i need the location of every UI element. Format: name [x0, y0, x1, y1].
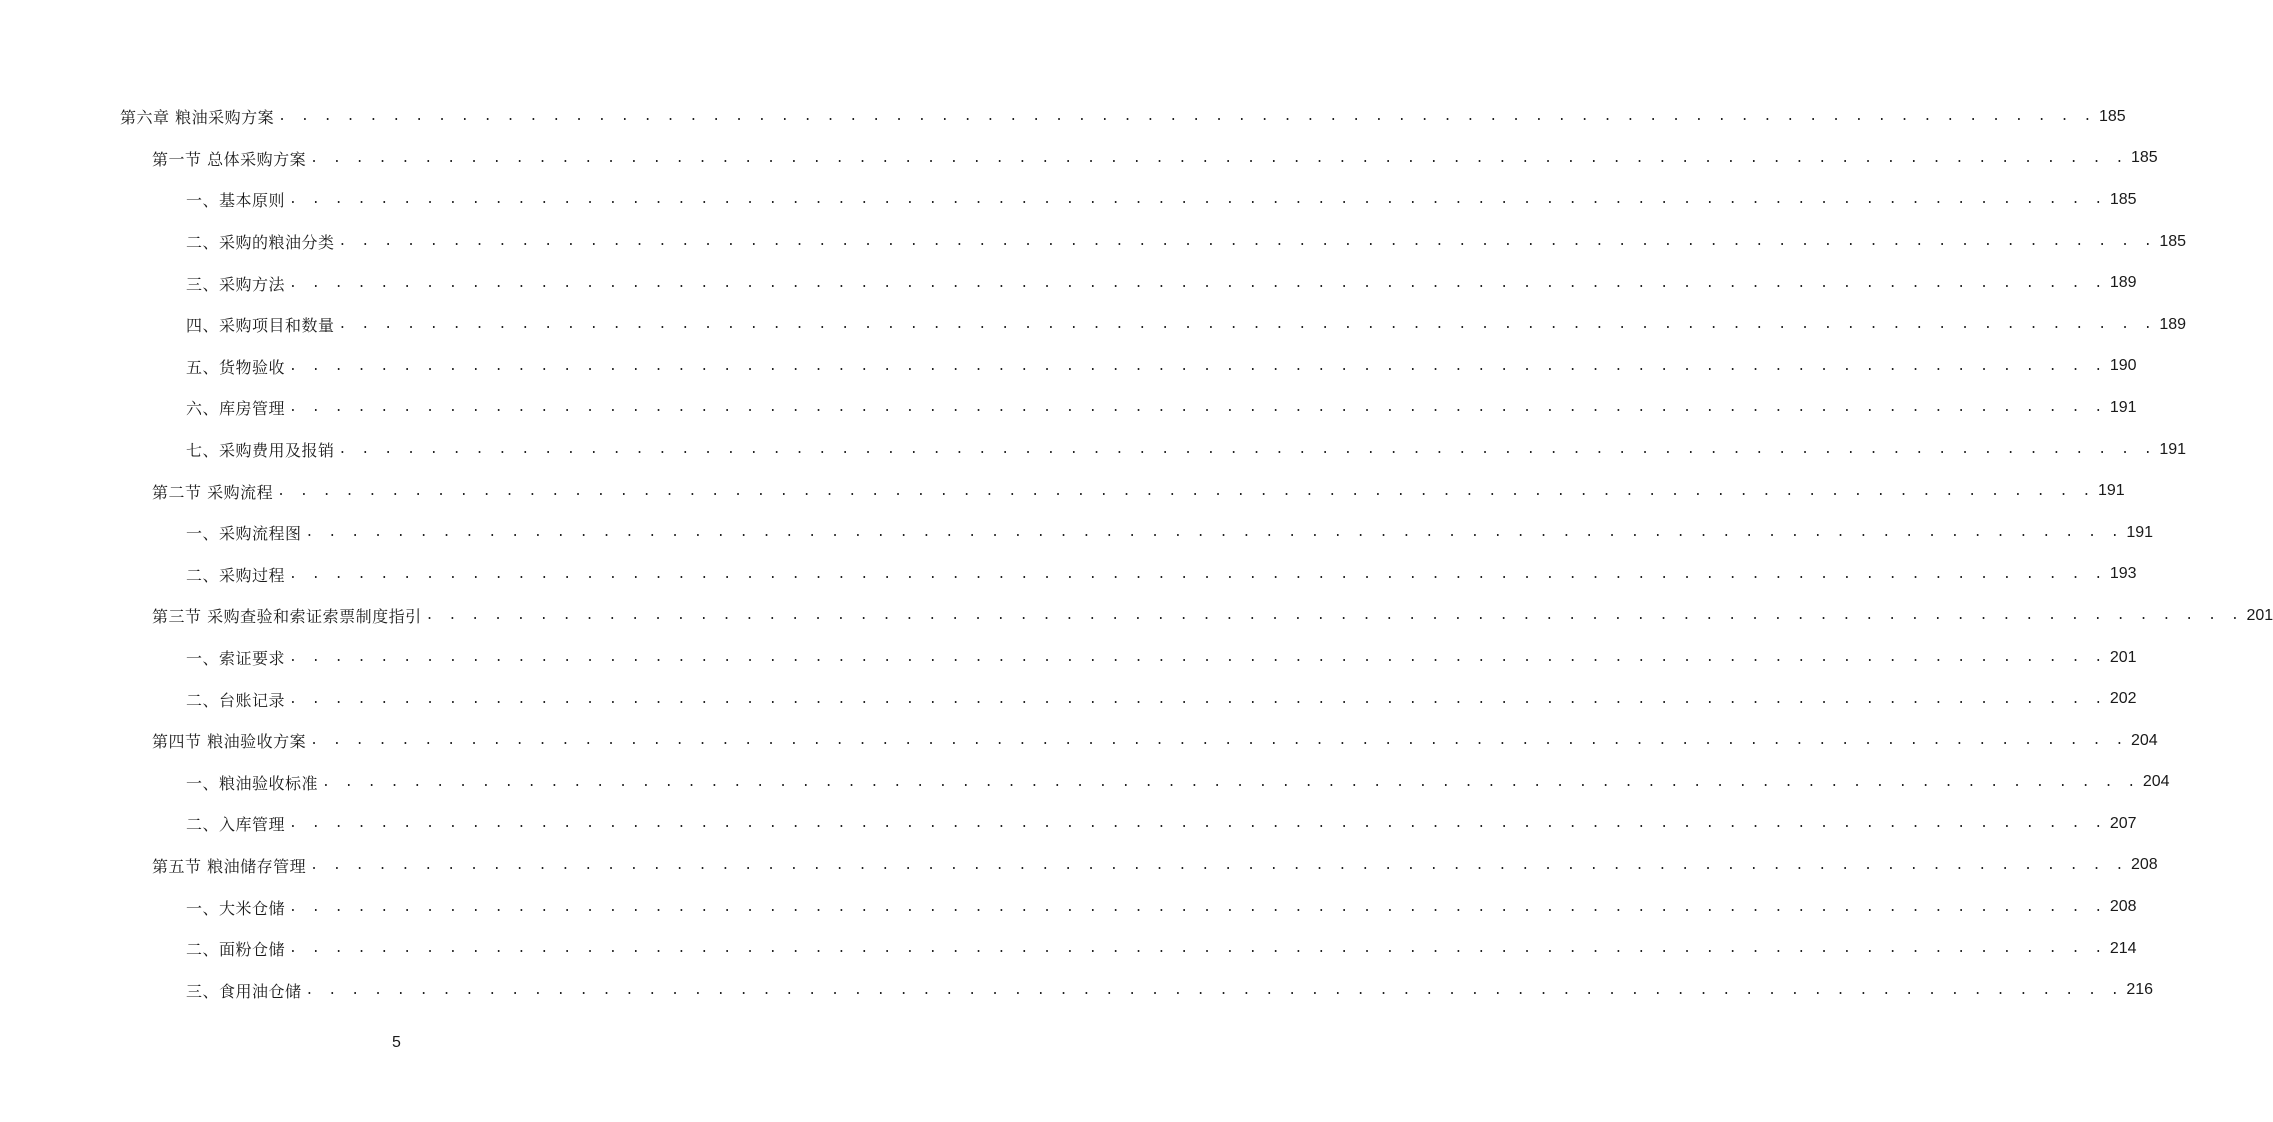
toc-dot-leader: . . . . . . . . . . . . . . . . . . . . . . . . . . . . . . . . . . . . . . . . . . . . . . . . . . . . . . . . . . . . . . . . . . . . . . . . . . . . . . . .: [338, 442, 2156, 458]
toc-dot-leader: . . . . . . . . . . . . . . . . . . . . . . . . . . . . . . . . . . . . . . . . . . . . . . . . . . . . . . . . . . . . . . . . . . . . . . . . . . . . . . . .: [310, 857, 2127, 873]
toc-entry-title: 第六章 粮油采购方案: [120, 105, 278, 128]
toc-dot-leader: . . . . . . . . . . . . . . . . . . . . . . . . . . . . . . . . . . . . . . . . . . . . . . . . . . . . . . . . . . . . . . . . . . . . . . . . . . . . . . . .: [322, 774, 2139, 790]
toc-entry[interactable]: [0, 720, 2158, 762]
toc-dot-leader: . . . . . . . . . . . . . . . . . . . . . . . . . . . . . . . . . . . . . . . . . . . . . . . . . . . . . . . . . . . . . . . . . . . . . . . . . . . . . . . .: [289, 816, 2106, 832]
toc-dot-leader: . . . . . . . . . . . . . . . . . . . . . . . . . . . . . . . . . . . . . . . . . . . . . . . . . . . . . . . . . . . . . . . . . . . . . . . . . . . . . . . .: [289, 275, 2106, 291]
toc-entry-title: 二、采购过程: [186, 563, 289, 586]
toc-entry-page: 216: [2126, 981, 2154, 999]
toc-entry-page: 190: [2109, 357, 2137, 375]
toc-dot-leader: . . . . . . . . . . . . . . . . . . . . . . . . . . . . . . . . . . . . . . . . . . . . . . . . . . . . . . . . . . . . . . . . . . . . . . . . . . . . . . . .: [305, 525, 2123, 541]
toc-entry-title: 一、采购流程图: [186, 521, 306, 544]
toc-entry-title: 第三节 采购查验和索证索票制度指引: [152, 604, 426, 627]
toc-entry-page: 189: [2109, 274, 2137, 292]
toc-dot-leader: . . . . . . . . . . . . . . . . . . . . . . . . . . . . . . . . . . . . . . . . . . . . . . . . . . . . . . . . . . . . . . . . . . . . . . . . . . . . . . . .: [425, 608, 2243, 624]
toc-dot-leader: . . . . . . . . . . . . . . . . . . . . . . . . . . . . . . . . . . . . . . . . . . . . . . . . . . . . . . . . . . . . . . . . . . . . . . . . . . . . . . . .: [310, 150, 2127, 166]
toc-entry-title: 四、采购项目和数量: [186, 313, 339, 336]
toc-entry-title: 二、采购的粮油分类: [186, 230, 339, 253]
toc-entry-title: 六、库房管理: [186, 396, 289, 419]
toc-entry[interactable]: [0, 637, 2137, 679]
toc-entry-page: 214: [2109, 939, 2137, 957]
toc-entry[interactable]: [0, 512, 2154, 554]
toc-entry[interactable]: [0, 96, 2126, 138]
page-number: 5: [392, 1034, 401, 1051]
toc-dot-leader: . . . . . . . . . . . . . . . . . . . . . . . . . . . . . . . . . . . . . . . . . . . . . . . . . . . . . . . . . . . . . . . . . . . . . . . . . . . . . . . .: [289, 650, 2106, 666]
toc-entry-page: 202: [2109, 690, 2137, 708]
toc-entry-title: 二、入库管理: [186, 812, 289, 835]
toc-dot-leader: . . . . . . . . . . . . . . . . . . . . . . . . . . . . . . . . . . . . . . . . . . . . . . . . . . . . . . . . . . . . . . . . . . . . . . . . . . . . . . . .: [289, 358, 2106, 374]
toc-entry-page: 201: [2246, 606, 2273, 624]
toc-dot-leader: . . . . . . . . . . . . . . . . . . . . . . . . . . . . . . . . . . . . . . . . . . . . . . . . . . . . . . . . . . . . . . . . . . . . . . . . . . . . . . . .: [289, 400, 2106, 416]
toc-entry-title: 二、台账记录: [186, 688, 289, 711]
toc-dot-leader: . . . . . . . . . . . . . . . . . . . . . . . . . . . . . . . . . . . . . . . . . . . . . . . . . . . . . . . . . . . . . . . . . . . . . . . . . . . . . . . .: [289, 566, 2106, 582]
toc-entry-page: 191: [2126, 523, 2154, 541]
toc-entry-page: 201: [2109, 648, 2137, 666]
toc-entry-page: 193: [2109, 565, 2137, 583]
toc-dot-leader: . . . . . . . . . . . . . . . . . . . . . . . . . . . . . . . . . . . . . . . . . . . . . . . . . . . . . . . . . . . . . . . . . . . . . . . . . . . . . . . .: [305, 982, 2123, 998]
toc-dot-leader: . . . . . . . . . . . . . . . . . . . . . . . . . . . . . . . . . . . . . . . . . . . . . . . . . . . . . . . . . . . . . . . . . . . . . . . . . . . . . . . .: [338, 317, 2156, 333]
toc-entry[interactable]: [0, 429, 2187, 471]
toc-entry-title: 一、大米仓储: [186, 896, 289, 919]
toc-entry-title: 三、采购方法: [186, 272, 289, 295]
toc-entry-page: 208: [2130, 856, 2158, 874]
toc-entry-page: 204: [2130, 731, 2158, 749]
toc-entry[interactable]: [0, 179, 2137, 221]
toc-entry-title: 三、食用油仓储: [186, 979, 306, 1002]
toc-entry-title: 一、索证要求: [186, 646, 289, 669]
toc-entry[interactable]: [0, 845, 2158, 887]
toc-entry-page: 185: [2130, 149, 2158, 167]
toc-entry-page: 191: [2097, 482, 2125, 500]
toc-entry-page: 185: [2109, 190, 2137, 208]
toc-entry[interactable]: [0, 969, 2154, 1011]
toc-entry-page: 185: [2098, 107, 2126, 125]
toc-entry-title: 一、粮油验收标准: [186, 771, 322, 794]
toc-dot-leader: . . . . . . . . . . . . . . . . . . . . . . . . . . . . . . . . . . . . . . . . . . . . . . . . . . . . . . . . . . . . . . . . . . . . . . . . . . . . . . . .: [310, 733, 2127, 749]
toc-entry-title: 第一节 总体采购方案: [152, 147, 310, 170]
toc-entry-page: 185: [2159, 232, 2187, 250]
toc-entry-title: 第五节 粮油储存管理: [152, 854, 310, 877]
table-of-contents: [0, 96, 2273, 1011]
toc-entry[interactable]: [0, 262, 2137, 304]
toc-dot-leader: . . . . . . . . . . . . . . . . . . . . . . . . . . . . . . . . . . . . . . . . . . . . . . . . . . . . . . . . . . . . . . . . . . . . . . . . . . . . . . . .: [277, 483, 2094, 499]
toc-dot-leader: . . . . . . . . . . . . . . . . . . . . . . . . . . . . . . . . . . . . . . . . . . . . . . . . . . . . . . . . . . . . . . . . . . . . . . . . . . . . . . . .: [278, 109, 2095, 125]
toc-entry[interactable]: [0, 304, 2187, 346]
toc-entry[interactable]: [0, 886, 2137, 928]
toc-entry[interactable]: [0, 346, 2137, 388]
toc-entry-title: 五、货物验收: [186, 355, 289, 378]
toc-entry-page: 191: [2109, 398, 2137, 416]
toc-dot-leader: . . . . . . . . . . . . . . . . . . . . . . . . . . . . . . . . . . . . . . . . . . . . . . . . . . . . . . . . . . . . . . . . . . . . . . . . . . . . . . . .: [338, 234, 2156, 250]
toc-entry[interactable]: [0, 762, 2170, 804]
toc-entry-title: 二、面粉仓储: [186, 937, 289, 960]
toc-entry-page: 208: [2109, 898, 2137, 916]
toc-entry-page: 204: [2142, 773, 2170, 791]
toc-entry-title: 一、基本原则: [186, 188, 289, 211]
toc-entry-title: 第二节 采购流程: [152, 480, 277, 503]
toc-entry[interactable]: [0, 928, 2137, 970]
toc-dot-leader: . . . . . . . . . . . . . . . . . . . . . . . . . . . . . . . . . . . . . . . . . . . . . . . . . . . . . . . . . . . . . . . . . . . . . . . . . . . . . . . .: [289, 192, 2106, 208]
toc-entry[interactable]: [0, 387, 2137, 429]
toc-entry[interactable]: [0, 595, 2273, 637]
toc-entry[interactable]: [0, 678, 2137, 720]
toc-dot-leader: . . . . . . . . . . . . . . . . . . . . . . . . . . . . . . . . . . . . . . . . . . . . . . . . . . . . . . . . . . . . . . . . . . . . . . . . . . . . . . . .: [289, 691, 2106, 707]
toc-entry[interactable]: [0, 470, 2125, 512]
toc-entry[interactable]: [0, 138, 2158, 180]
toc-entry-page: 191: [2159, 440, 2187, 458]
toc-entry[interactable]: [0, 803, 2137, 845]
toc-entry-title: 第四节 粮油验收方案: [152, 729, 310, 752]
toc-entry-title: 七、采购费用及报销: [186, 438, 339, 461]
toc-entry[interactable]: [0, 554, 2137, 596]
toc-entry-page: 207: [2109, 814, 2137, 832]
toc-dot-leader: . . . . . . . . . . . . . . . . . . . . . . . . . . . . . . . . . . . . . . . . . . . . . . . . . . . . . . . . . . . . . . . . . . . . . . . . . . . . . . . .: [289, 899, 2106, 915]
toc-dot-leader: . . . . . . . . . . . . . . . . . . . . . . . . . . . . . . . . . . . . . . . . . . . . . . . . . . . . . . . . . . . . . . . . . . . . . . . . . . . . . . . .: [289, 941, 2106, 957]
toc-entry[interactable]: [0, 221, 2187, 263]
toc-entry-page: 189: [2159, 315, 2187, 333]
